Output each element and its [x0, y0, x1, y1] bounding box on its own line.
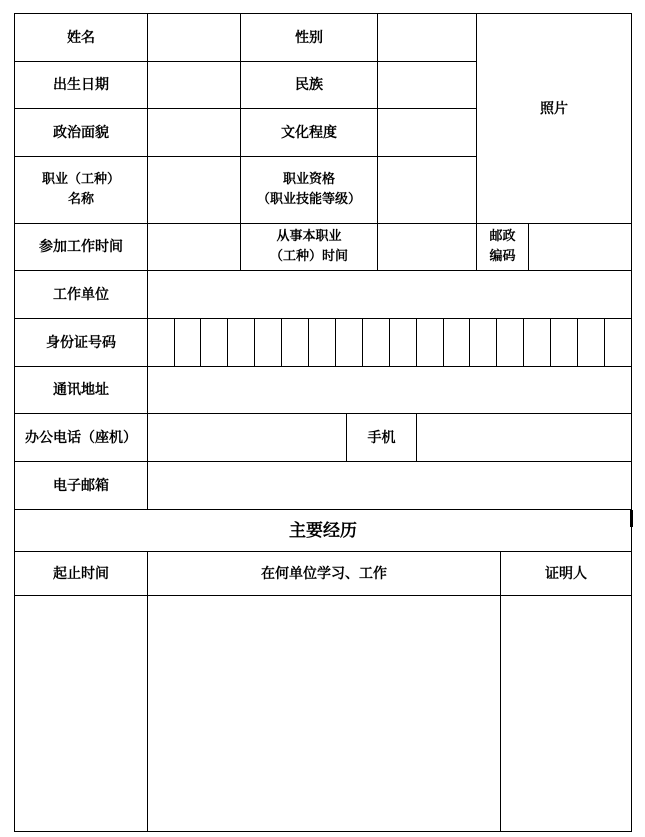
postcode-field[interactable]	[529, 224, 631, 270]
mobile-label: 手机	[367, 429, 396, 446]
work-start-field[interactable]	[148, 224, 240, 270]
experience-title: 主要经历	[289, 520, 357, 541]
gender-field[interactable]	[378, 14, 476, 61]
qualification-label: 职业资格 （职业技能等级）	[256, 172, 361, 207]
id-box-divider	[469, 318, 470, 366]
witness-header: 证明人	[545, 565, 587, 582]
witness-field[interactable]	[501, 596, 631, 831]
employer-field[interactable]	[148, 271, 631, 318]
where-header: 在何单位学习、工作	[261, 565, 387, 582]
mobile-field[interactable]	[417, 414, 631, 461]
id-box-divider	[577, 318, 578, 366]
id-box-divider	[389, 318, 390, 366]
where-field[interactable]	[148, 596, 500, 831]
name-label: 姓名	[67, 29, 95, 46]
id-box-divider	[604, 318, 605, 366]
occupation-label: 职业（工种） 名称	[41, 172, 120, 207]
office-phone-field[interactable]	[148, 414, 346, 461]
address-field[interactable]	[148, 367, 631, 413]
id-box-divider	[281, 318, 282, 366]
id-box-divider	[174, 318, 175, 366]
id-box-divider	[335, 318, 336, 366]
rule	[631, 13, 632, 832]
id-box-divider	[254, 318, 255, 366]
education-label: 文化程度	[281, 124, 337, 141]
address-label: 通讯地址	[53, 382, 109, 398]
qualification-field[interactable]	[378, 157, 476, 223]
employer-label: 工作单位	[53, 286, 109, 303]
period-field[interactable]	[15, 596, 147, 831]
id-box-divider	[227, 318, 228, 366]
occupation-years-field[interactable]	[378, 224, 476, 270]
ethnicity-field[interactable]	[378, 62, 476, 108]
ethnicity-label: 民族	[295, 77, 323, 93]
period-header: 起止时间	[53, 565, 109, 582]
occupation-years-label: 从事本职业 （工种）时间	[269, 229, 348, 264]
birth-date-field[interactable]	[148, 62, 240, 108]
name-field[interactable]	[148, 14, 240, 61]
id-box-divider	[200, 318, 201, 366]
political-status-label: 政治面貌	[53, 124, 109, 141]
id-box-divider	[416, 318, 417, 366]
education-field[interactable]	[378, 109, 476, 156]
id-box-divider	[443, 318, 444, 366]
id-box-divider	[496, 318, 497, 366]
postcode-label: 邮政 编码	[489, 229, 516, 264]
email-label: 电子邮箱	[53, 477, 109, 494]
id-box-divider	[550, 318, 551, 366]
id-box-divider	[523, 318, 524, 366]
email-field[interactable]	[148, 462, 631, 509]
gender-label: 性别	[295, 29, 323, 46]
id-number-label: 身份证号码	[46, 334, 116, 351]
photo-area[interactable]: 照片	[540, 101, 568, 117]
occupation-field[interactable]	[148, 157, 240, 223]
office-phone-label: 办公电话（座机）	[25, 429, 137, 446]
id-box-divider	[362, 318, 363, 366]
work-start-label: 参加工作时间	[39, 239, 123, 255]
political-status-field[interactable]	[148, 109, 240, 156]
birth-date-label: 出生日期	[53, 77, 109, 93]
id-box-divider	[308, 318, 309, 366]
rule	[14, 831, 632, 832]
